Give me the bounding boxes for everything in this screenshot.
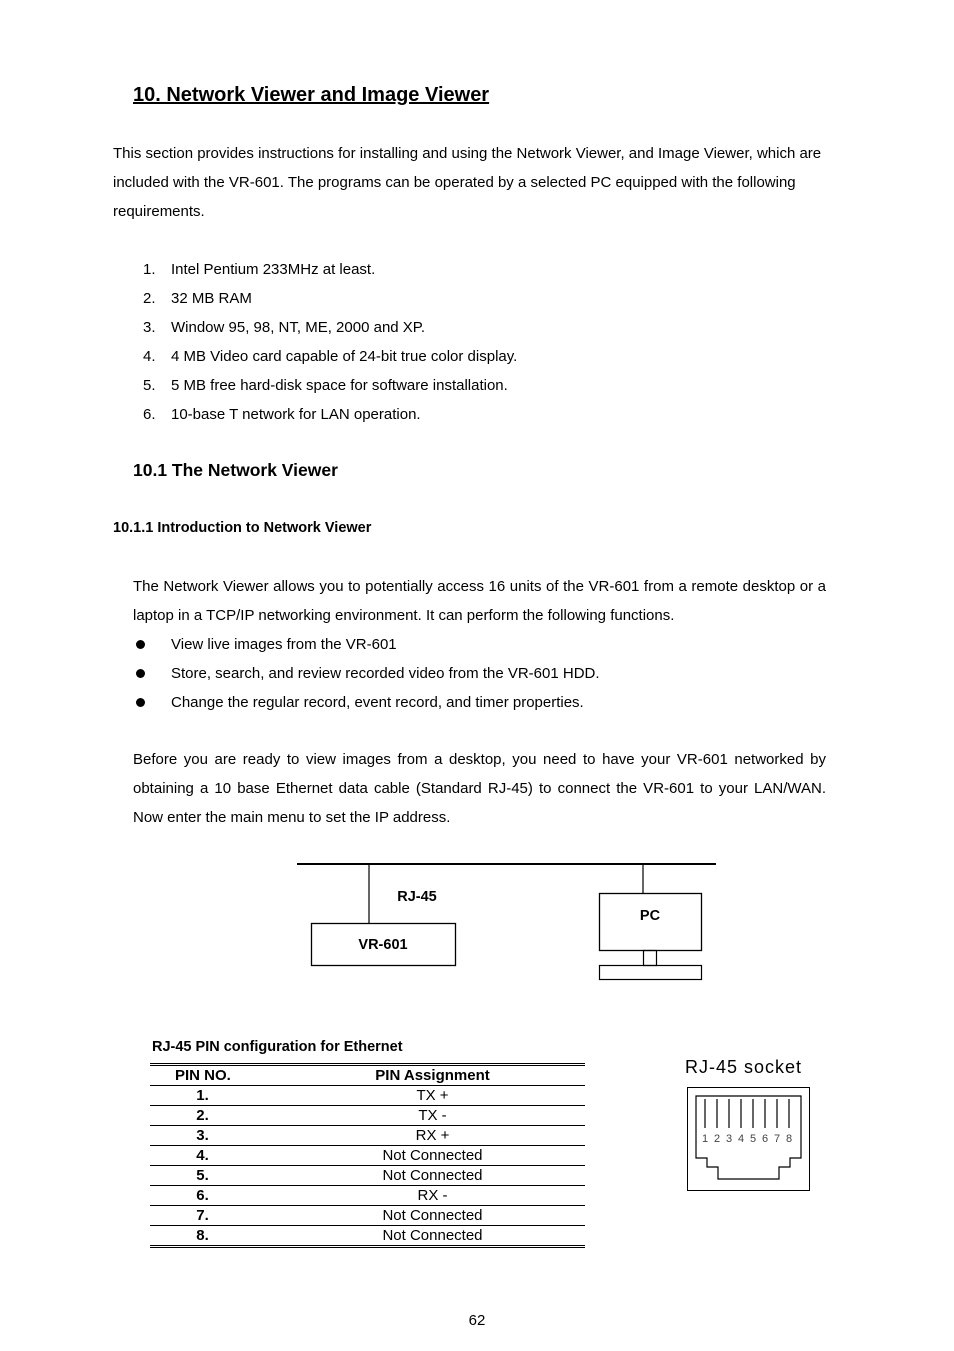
list-item: [143, 255, 517, 284]
section-heading: 10.1 The Network Viewer: [133, 460, 338, 480]
socket-frame: [688, 1088, 810, 1191]
table-row: [150, 1106, 585, 1126]
pin-table-title: RJ-45 PIN configuration for Ethernet: [152, 1039, 403, 1055]
list-number: 1.: [143, 261, 156, 278]
vr601-label: VR-601: [358, 937, 408, 953]
table-row: [150, 1166, 585, 1186]
list-text: Window 95, 98, NT, ME, 2000 and XP.: [171, 319, 426, 336]
list-text: View live images from the VR-601: [171, 636, 397, 653]
list-text: Change the regular record, event record, and timer properties.: [171, 694, 584, 711]
bullet-icon: [136, 698, 145, 707]
pin-no-header: PIN NO.: [150, 1065, 255, 1086]
pin-no-cell: 6.: [150, 1186, 255, 1206]
functions-list: [133, 630, 600, 717]
pin-no-cell: 2.: [150, 1106, 255, 1126]
list-number: 5.: [143, 377, 156, 394]
list-text: 32 MB RAM: [171, 290, 252, 307]
list-number: 6.: [143, 406, 156, 423]
list-item: [143, 313, 517, 342]
pin-no-cell: 8.: [150, 1226, 255, 1247]
table-header-row: [150, 1065, 585, 1086]
rj45-socket-icon: [688, 1088, 810, 1191]
intro-paragraph: This section provides instructions for installing and using the Network Viewer, and Image Viewer, which are included with the VR-601. The programs can be operated by a selected PC equipped with the following requirements.: [113, 145, 822, 220]
vr601-box: [312, 924, 456, 966]
socket-pin-number: 7: [773, 1133, 781, 1145]
socket-pin-number: 2: [713, 1133, 721, 1145]
list-number: 2.: [143, 290, 156, 307]
list-text: 5 MB free hard-disk space for software installation.: [171, 377, 508, 394]
bullet-icon: [136, 640, 145, 649]
socket-pin-number: 8: [785, 1133, 793, 1145]
pin-table: [150, 1063, 585, 1248]
socket-pin-number: 6: [761, 1133, 769, 1145]
list-text: 10-base T network for LAN operation.: [171, 406, 421, 423]
pin-no-cell: 4.: [150, 1146, 255, 1166]
socket-outline: [696, 1096, 801, 1179]
pin-assignment-cell: Not Connected: [255, 1206, 585, 1226]
pin-no-cell: 7.: [150, 1206, 255, 1226]
network-setup-paragraph: Before you are ready to view images from a desktop, you need to have your VR-601 networked by obtaining a 10 base Ethernet data cable (Standard RJ-45) to connect the VR-601 to your LAN/WAN. Now enter the main menu to set the IP address.: [133, 751, 826, 826]
pin-assignment-cell: RX -: [255, 1186, 585, 1206]
pc-label: PC: [639, 908, 661, 924]
pc-stand: [644, 951, 657, 966]
socket-pin-number: 3: [725, 1133, 733, 1145]
pin-assignment-cell: Not Connected: [255, 1146, 585, 1166]
pin-assignment-cell: TX -: [255, 1106, 585, 1126]
socket-pin-number: 5: [749, 1133, 757, 1145]
network-viewer-intro: The Network Viewer allows you to potentially access 16 units of the VR-601 from a remote desktop or a laptop in a TCP/IP networking environment. It can perform the following functions.: [133, 578, 826, 624]
list-text: 4 MB Video card capable of 24-bit true color display.: [171, 348, 518, 365]
pin-assignment-cell: Not Connected: [255, 1166, 585, 1186]
socket-pin-number: 1: [701, 1133, 709, 1145]
table-row: [150, 1086, 585, 1106]
rj45-label: RJ-45: [397, 889, 437, 905]
page-heading: 10. Network Viewer and Image Viewer: [133, 84, 490, 106]
table-row: [150, 1206, 585, 1226]
list-item: [143, 342, 517, 371]
pin-assignment-cell: Not Connected: [255, 1226, 585, 1247]
pc-base: [600, 966, 702, 980]
requirements-list: [143, 255, 517, 429]
pin-assignment-header: PIN Assignment: [255, 1065, 585, 1086]
list-number: 4.: [143, 348, 156, 365]
pin-no-cell: 5.: [150, 1166, 255, 1186]
pin-assignment-cell: TX +: [255, 1086, 585, 1106]
socket-pin-number: 4: [737, 1133, 745, 1145]
list-item: [133, 630, 600, 659]
table-row: [150, 1146, 585, 1166]
list-item: [143, 400, 517, 429]
subsection-heading: 10.1.1 Introduction to Network Viewer: [113, 520, 372, 536]
pin-assignment-cell: RX +: [255, 1126, 585, 1146]
list-text: Store, search, and review recorded video from the VR-601 HDD.: [171, 665, 600, 682]
list-item: [143, 284, 517, 313]
table-row: [150, 1126, 585, 1146]
list-item: [143, 371, 517, 400]
list-item: [133, 659, 600, 688]
pc-monitor-icon: [600, 894, 702, 951]
table-row: [150, 1186, 585, 1206]
table-row: [150, 1226, 585, 1247]
list-text: Intel Pentium 233MHz at least.: [171, 261, 376, 278]
pin-no-cell: 1.: [150, 1086, 255, 1106]
pin-no-cell: 3.: [150, 1126, 255, 1146]
socket-label: RJ-45 socket: [685, 1057, 803, 1077]
list-number: 3.: [143, 319, 156, 336]
list-item: [133, 688, 600, 717]
bullet-icon: [136, 669, 145, 678]
page-number: 62: [468, 1312, 486, 1329]
